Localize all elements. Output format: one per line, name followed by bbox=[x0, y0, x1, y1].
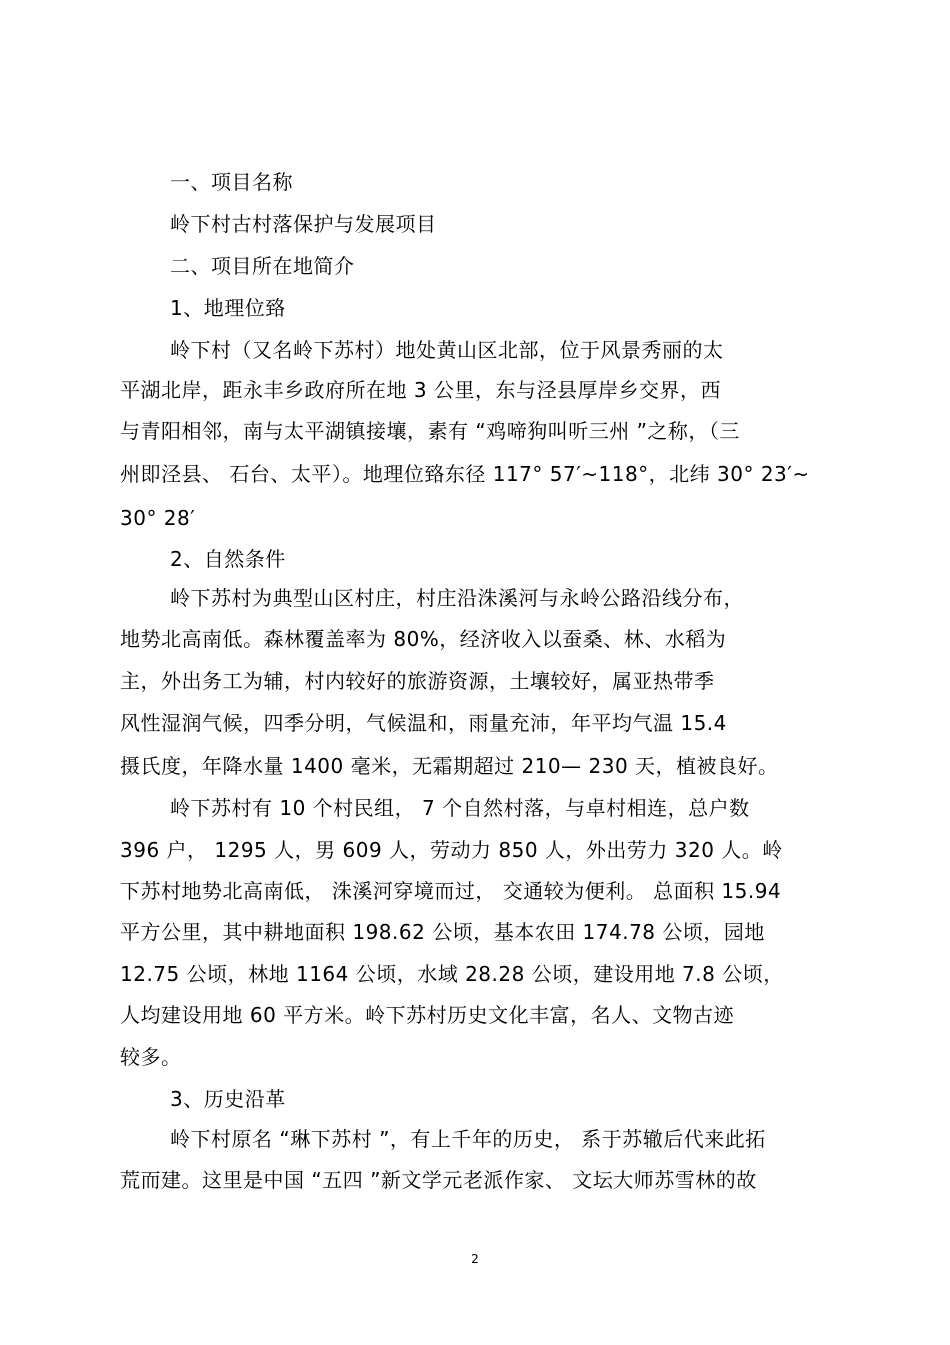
page-number: 2 bbox=[471, 1252, 479, 1266]
paragraph-line: 12.75 公顷，林地 1164 公顷，水域 28.28 公顷，建设用地 7.8 公顷， bbox=[120, 962, 784, 986]
paragraph-line: 396 户， 1295 人，男 609 人，劳动力 850 人，外出劳力 320 人。岭 bbox=[120, 838, 783, 862]
paragraph-line: 人均建设用地 60 平方米。岭下苏村历史文化丰富，名人、文物古迹 bbox=[120, 1003, 735, 1027]
paragraph-line: 与青阳相邻，南与太平湖镇接壤，素有 “鸡啼狗叫听三州 ”之称，（三 bbox=[120, 419, 740, 443]
paragraph-line: 岭下村原名 “琳下苏村 ”，有上千年的历史， 系于苏辙后代来此拓 bbox=[170, 1127, 766, 1151]
paragraph-line: 主，外出务工为辅，村内较好的旅游资源，土壤较好，属亚热带季 bbox=[120, 669, 715, 693]
project-title: 岭下村古村落保护与发展项目 bbox=[170, 212, 437, 236]
paragraph-line: 荒而建。这里是中国 “五四 ”新文学元老派作家、 文坛大师苏雪林的故 bbox=[120, 1168, 757, 1192]
paragraph-line: 平湖北岸，距永丰乡政府所在地 3 公里，东与泾县厚岸乡交界，西 bbox=[120, 378, 721, 402]
paragraph-line: 岭下苏村为典型山区村庄，村庄沿洙溪河与永岭公路沿线分布， bbox=[170, 586, 744, 610]
paragraph-line: 风性湿润气候，四季分明，气候温和，雨量充沛，年平均气温 15.4 bbox=[120, 711, 727, 735]
heading-project-name: 一、项目名称 bbox=[170, 170, 293, 194]
subheading-history: 3、历史沿革 bbox=[170, 1087, 286, 1111]
paragraph-line: 下苏村地势北高南低， 洙溪河穿境而过， 交通较为便利。 总面积 15.94 bbox=[120, 879, 782, 903]
paragraph-line: 平方公里，其中耕地面积 198.62 公顷，基本农田 174.78 公顷，园地 bbox=[120, 920, 765, 944]
paragraph-line: 岭下苏村有 10 个村民组， 7 个自然村落，与卓村相连，总户数 bbox=[170, 796, 750, 820]
heading-location-intro: 二、项目所在地简介 bbox=[170, 254, 355, 278]
paragraph-line: 州即泾县、 石台、太平）。地理位臵东径 117° 57′~118°，北纬 30° 23′~ bbox=[120, 462, 810, 486]
paragraph-line: 30° 28′ bbox=[120, 506, 196, 530]
paragraph-line: 较多。 bbox=[120, 1045, 182, 1069]
subheading-natural-conditions: 2、自然条件 bbox=[170, 547, 286, 571]
subheading-geography: 1、地理位臵 bbox=[170, 296, 286, 320]
paragraph-line: 地势北高南低。森林覆盖率为 80%，经济收入以蚕桑、林、水稻为 bbox=[120, 627, 727, 651]
paragraph-line: 摄氏度，年降水量 1400 毫米，无霜期超过 210— 230 天，植被良好。 bbox=[120, 754, 779, 778]
paragraph-line: 岭下村（又名岭下苏村）地处黄山区北部，位于风景秀丽的太 bbox=[170, 338, 724, 362]
